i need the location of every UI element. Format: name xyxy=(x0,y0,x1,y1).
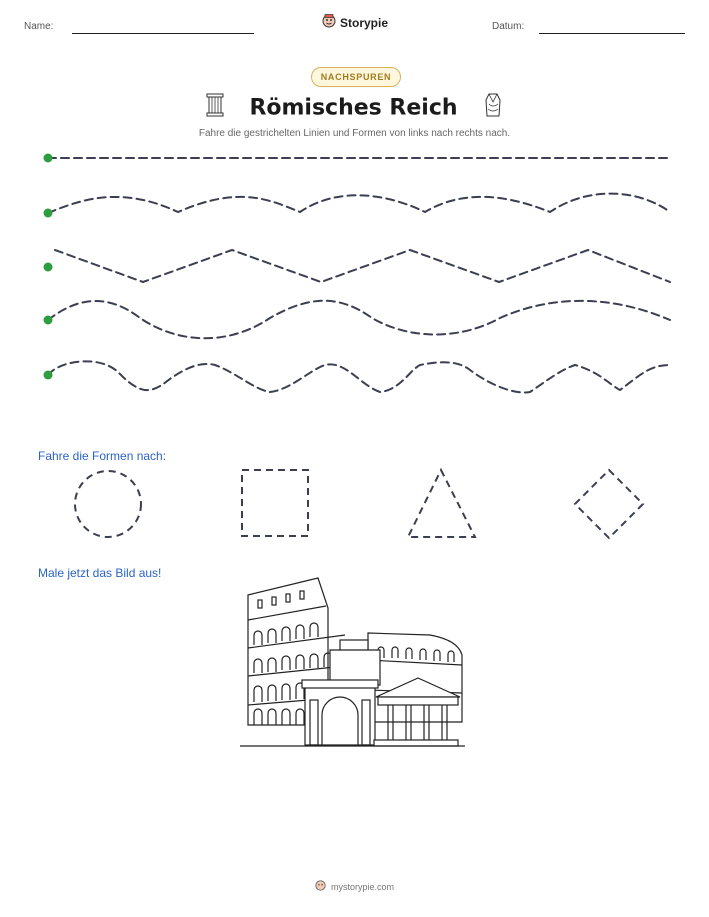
start-dot-4 xyxy=(44,316,53,325)
start-dot-5 xyxy=(44,371,53,380)
trace-shape-triangle[interactable] xyxy=(408,470,475,537)
trace-line-deep-wave[interactable] xyxy=(48,361,670,392)
start-dot-3 xyxy=(44,263,53,272)
trace-line-wave[interactable] xyxy=(48,301,670,339)
coloring-heading: Male jetzt das Bild aus! xyxy=(38,566,162,580)
instructions-text: Fahre die gestrichelten Linien und Formen von links nach rechts nach. xyxy=(198,128,511,139)
start-dot-2 xyxy=(44,209,53,218)
title-text: Römisches Reich xyxy=(249,95,458,121)
storypie-footer-icon xyxy=(315,880,326,893)
trace-shape-diamond[interactable] xyxy=(575,470,643,538)
colosseum-illustration[interactable] xyxy=(240,578,465,746)
brand-name: Storypie xyxy=(340,15,389,30)
date-label: Datum: xyxy=(492,21,525,32)
trace-shape-circle[interactable] xyxy=(75,471,141,537)
trace-shape-square[interactable] xyxy=(242,470,308,536)
nachspuren-badge: NACHSPUREN xyxy=(311,67,401,87)
trace-line-zigzag[interactable] xyxy=(55,250,670,282)
shapes-heading: Fahre die Formen nach: xyxy=(38,449,167,463)
start-dot-1 xyxy=(44,154,53,163)
trace-line-gentle-wave[interactable] xyxy=(48,194,670,213)
footer-url[interactable]: mystorypie.com xyxy=(330,881,394,892)
name-label: Name: xyxy=(24,21,54,32)
footer xyxy=(0,880,709,893)
